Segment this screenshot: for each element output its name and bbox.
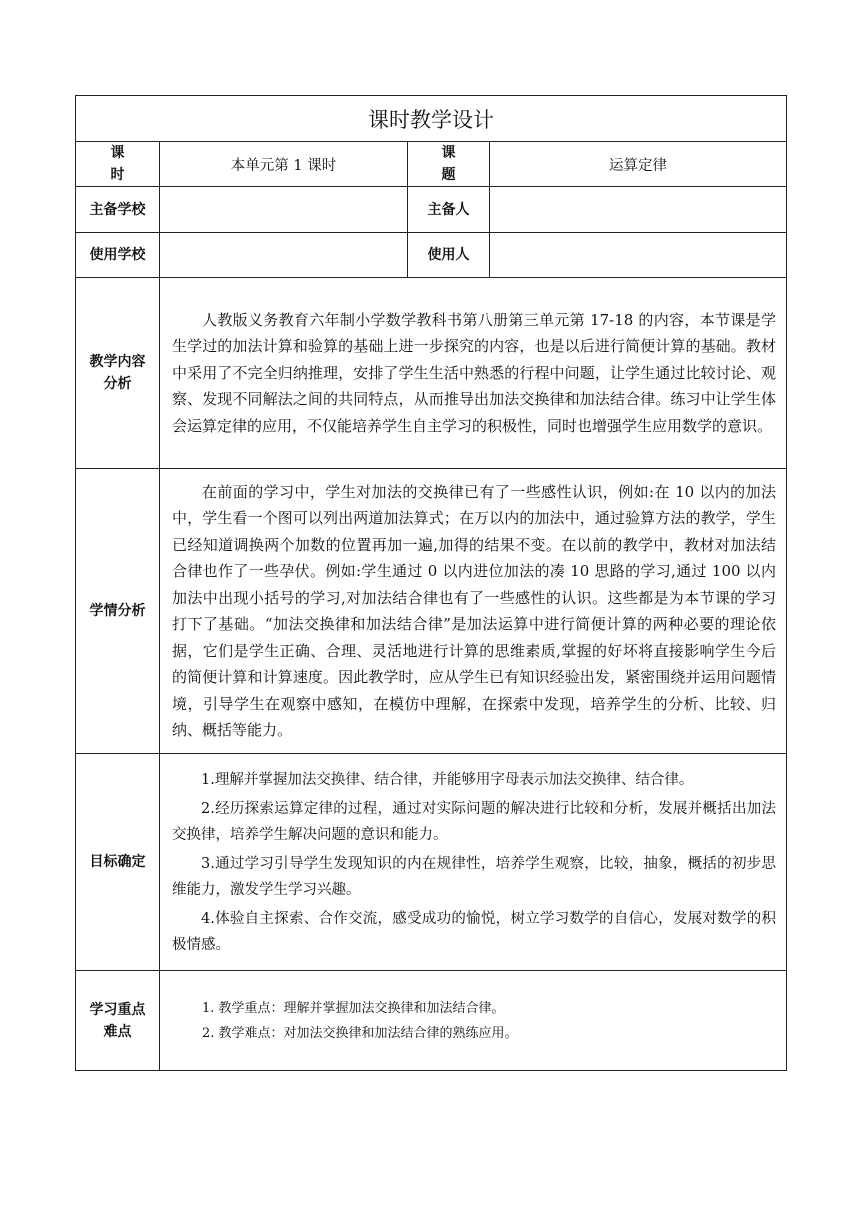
key-points-label-line2: 难点 bbox=[103, 1023, 132, 1040]
content-analysis-text: 人教版义务教育六年制小学数学教科书第八册第三单元第 17-18 的内容，本节课是学生学过的加法计算和验算的基础上进一步探究的内容，也是以后进行简便计算的基础。教材中采用了不完全归纳推理，安排了学生生活中熟悉的行程中问题，让学生通过比较讨论、观察、发现不同解法之间的共同特点，从而推导出加法交换律和加法结合律。练习中让学生体会运算定律的应用，不仅能培养学生自主学习的积极性，同时也增强学生应用数学的意识。 bbox=[172, 310, 776, 435]
objective-item: 4.体验自主探索、合作交流，感受成功的愉悦，树立学习数学的自信心，发展对数学的积极情感。 bbox=[172, 910, 776, 953]
content-analysis-label bbox=[76, 278, 160, 469]
school-value bbox=[160, 187, 408, 233]
objective-item: 2.经历探索运算定律的过程，通过对实际问题的解决进行比较和分析，发展并概括出加法交换律，培养学生解决问题的意识和能力。 bbox=[172, 800, 776, 843]
key-point-item: 2. 教学难点：对加法交换律和加法结合律的熟练应用。 bbox=[202, 1025, 518, 1041]
key-points-label bbox=[76, 971, 160, 1071]
author-value bbox=[490, 187, 787, 233]
objective-item: 1.理解并掌握加法交换律、结合律，并能够用字母表示加法交换律、结合律。 bbox=[201, 771, 694, 788]
key-points-label-line1: 学习重点 bbox=[89, 1001, 146, 1018]
content-analysis-cell bbox=[160, 278, 787, 469]
author-label: 主备人 bbox=[408, 187, 490, 233]
student-analysis-text: 在前面的学习中，学生对加法的交换律已有了一些感性认识，例如:在 10 以内的加法中，学生看一个图可以列出两道加法算式；在万以内的加法中，通过验算方法的教学，学生已经知道调换两个加数的位置再加一遍,加得的结果不变。在以前的教学中，教材对加法结合律也作了一些孕伏。例如:学生通过 0 以内进位加法的凑 10 思路的学习,通过 100 以内加法中出现小括号的学习,对加法结合律也有了一些感性的认识。这些都是为本节课的学习打下了基础。“加法交换律和加法结合律”是加法运算中进行简便计算的两种必要的理论依据，它们是学生正确、合理、灵活地进行计算的思维素质,掌握的好坏将直接影响学生今后的简便计算和计算速度。因此教学时，应从学生已有知识经验出发，紧密围绕并运用问题情境，引导学生在观察中感知，在模仿中理解，在探索中发现，培养学生的分析、比较、归纳、概括等能力。 bbox=[172, 482, 776, 739]
content-analysis-label-line2: 分析 bbox=[103, 376, 132, 392]
user-label: 使用人 bbox=[408, 233, 490, 278]
topic-label: 课 题 bbox=[408, 142, 490, 187]
school-label: 主备学校 bbox=[76, 187, 160, 233]
user-value bbox=[490, 233, 787, 278]
key-point-item: 1. 教学重点：理解并掌握加法交换律和加法结合律。 bbox=[202, 1000, 505, 1016]
content-analysis-label-line1: 教学内容 bbox=[89, 354, 146, 370]
student-analysis-cell bbox=[160, 469, 787, 754]
lesson-value: 本单元第 1 课时 bbox=[160, 142, 408, 187]
objectives-label: 目标确定 bbox=[76, 754, 160, 971]
objective-item: 3.通过学习引导学生发现知识的内在规律性，培养学生观察，比较，抽象，概括的初步思维能力，激发学生学习兴趣。 bbox=[172, 855, 776, 898]
objectives-cell bbox=[160, 754, 787, 971]
lesson-label: 课 时 bbox=[76, 142, 160, 187]
topic-value: 运算定律 bbox=[490, 142, 787, 187]
lesson-design-table bbox=[75, 95, 787, 1071]
use-school-value bbox=[160, 233, 408, 278]
use-school-label: 使用学校 bbox=[76, 233, 160, 278]
student-analysis-label: 学情分析 bbox=[76, 469, 160, 754]
key-points-cell bbox=[160, 971, 787, 1071]
document-title: 课时教学设计 bbox=[76, 96, 787, 142]
